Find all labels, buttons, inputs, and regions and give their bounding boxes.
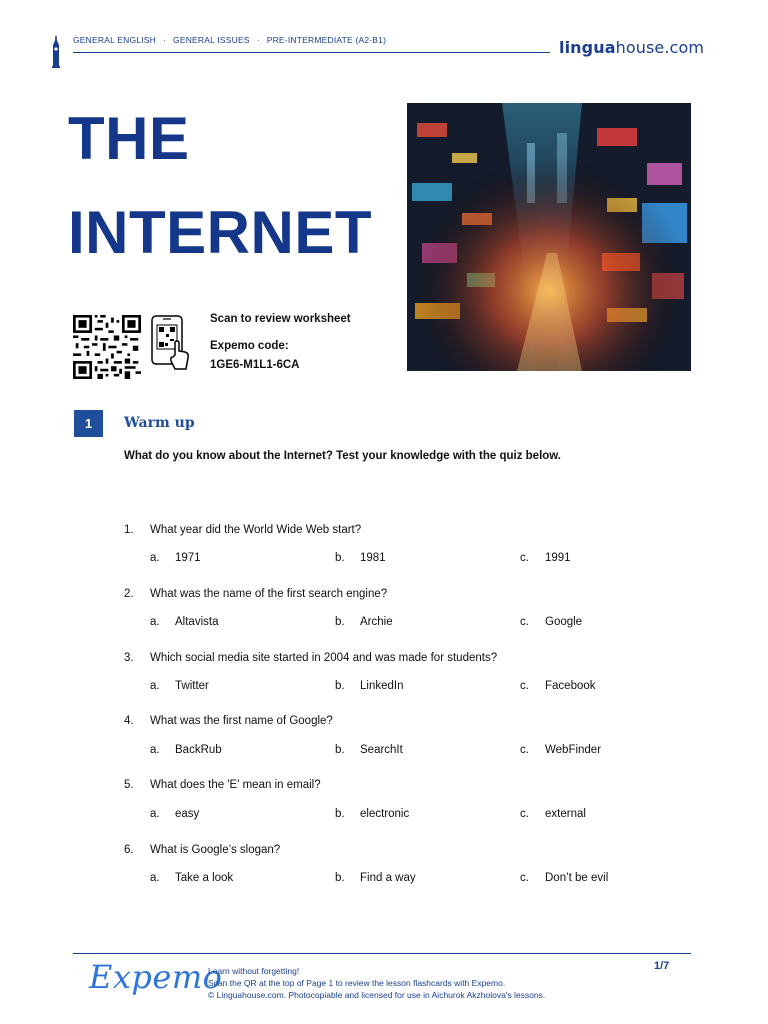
option-letter: b. bbox=[335, 680, 345, 692]
option-letter: a. bbox=[150, 616, 160, 628]
question-text: What was the first name of Google? bbox=[150, 715, 333, 727]
question-number: 5. bbox=[124, 779, 134, 791]
option-text[interactable]: LinkedIn bbox=[360, 680, 404, 692]
footer-copyright: © Linguahouse.com. Photocopiable and licensed for use in Aichurok Akzholova's lessons. bbox=[208, 990, 546, 1000]
question-text: What does the 'E' mean in email? bbox=[150, 779, 321, 791]
option-letter: b. bbox=[335, 552, 345, 564]
option-text[interactable]: 1981 bbox=[360, 552, 386, 564]
question-number: 2. bbox=[124, 588, 134, 600]
question-text: What is Google’s slogan? bbox=[150, 844, 281, 856]
breadcrumb-item[interactable]: PRE-INTERMEDIATE (A2-B1) bbox=[266, 35, 387, 45]
option-letter: a. bbox=[150, 808, 160, 820]
option-letter: c. bbox=[520, 808, 529, 820]
section-instruction: What do you know about the Internet? Test your knowledge with the quiz below. bbox=[124, 450, 561, 462]
option-text[interactable]: Facebook bbox=[545, 680, 596, 692]
footer-instruction: Scan the QR at the top of Page 1 to review the lesson flashcards with Expemo. bbox=[208, 978, 506, 988]
section-number-badge: 1 bbox=[74, 410, 103, 437]
option-text[interactable]: Twitter bbox=[175, 680, 209, 692]
option-text[interactable]: WebFinder bbox=[545, 744, 602, 756]
option-text[interactable]: SearchIt bbox=[360, 744, 403, 756]
page-number: 1/7 bbox=[654, 960, 670, 972]
option-letter: b. bbox=[335, 744, 345, 756]
question-number: 1. bbox=[124, 524, 134, 536]
footer-divider bbox=[73, 953, 691, 954]
option-text[interactable]: 1991 bbox=[545, 552, 571, 564]
page-title bbox=[68, 92, 372, 280]
option-letter: a. bbox=[150, 680, 160, 692]
expemo-code-label: Expemo code: bbox=[210, 340, 289, 352]
city-lights-image bbox=[407, 103, 691, 371]
option-letter: b. bbox=[335, 808, 345, 820]
option-letter: c. bbox=[520, 744, 529, 756]
option-text[interactable]: Altavista bbox=[175, 616, 219, 628]
option-text[interactable]: easy bbox=[175, 808, 200, 820]
option-text[interactable]: Take a look bbox=[175, 872, 234, 884]
title-line: THE bbox=[68, 105, 190, 172]
option-text[interactable]: 1971 bbox=[175, 552, 201, 564]
big-ben-icon bbox=[50, 36, 62, 68]
option-letter: a. bbox=[150, 872, 160, 884]
option-letter: c. bbox=[520, 680, 529, 692]
option-text[interactable]: Google bbox=[545, 616, 583, 628]
option-letter: c. bbox=[520, 616, 529, 628]
question-number: 3. bbox=[124, 652, 134, 664]
option-letter: a. bbox=[150, 744, 160, 756]
option-text[interactable]: external bbox=[545, 808, 586, 820]
option-text[interactable]: Don’t be evil bbox=[545, 872, 609, 884]
option-letter: b. bbox=[335, 616, 345, 628]
header-divider bbox=[73, 52, 550, 53]
section-title: Warm up bbox=[124, 415, 195, 431]
question-number: 4. bbox=[124, 715, 134, 727]
option-letter: a. bbox=[150, 552, 160, 564]
expemo-code-value: 1GE6-M1L1-6CA bbox=[210, 359, 300, 371]
footer-tagline: Learn without forgetting! bbox=[208, 966, 300, 976]
linguahouse-logo[interactable]: linguahouse.com bbox=[559, 38, 705, 57]
question-text: What was the name of the first search engine? bbox=[150, 588, 388, 600]
option-text[interactable]: Archie bbox=[360, 616, 393, 628]
title-line: INTERNET bbox=[68, 199, 372, 266]
option-letter: c. bbox=[520, 872, 529, 884]
question-number: 6. bbox=[124, 844, 134, 856]
breadcrumb: GENERAL ENGLISH · GENERAL ISSUES · PRE-INTERMEDIATE (A2-B1) bbox=[73, 35, 387, 45]
expemo-logo[interactable]: Expemo bbox=[89, 958, 223, 996]
breadcrumb-item[interactable]: GENERAL ENGLISH bbox=[73, 35, 156, 45]
option-letter: c. bbox=[520, 552, 529, 564]
scan-worksheet-label: Scan to review worksheet bbox=[210, 313, 351, 325]
question-text: Which social media site started in 2004 and was made for students? bbox=[150, 652, 498, 664]
option-letter: b. bbox=[335, 872, 345, 884]
option-text[interactable]: Find a way bbox=[360, 872, 416, 884]
phone-scan-icon bbox=[151, 315, 191, 371]
qr-code-icon[interactable] bbox=[73, 315, 141, 379]
option-text[interactable]: BackRub bbox=[175, 744, 222, 756]
breadcrumb-item[interactable]: GENERAL ISSUES bbox=[173, 35, 250, 45]
option-text[interactable]: electronic bbox=[360, 808, 410, 820]
question-text: What year did the World Wide Web start? bbox=[150, 524, 362, 536]
